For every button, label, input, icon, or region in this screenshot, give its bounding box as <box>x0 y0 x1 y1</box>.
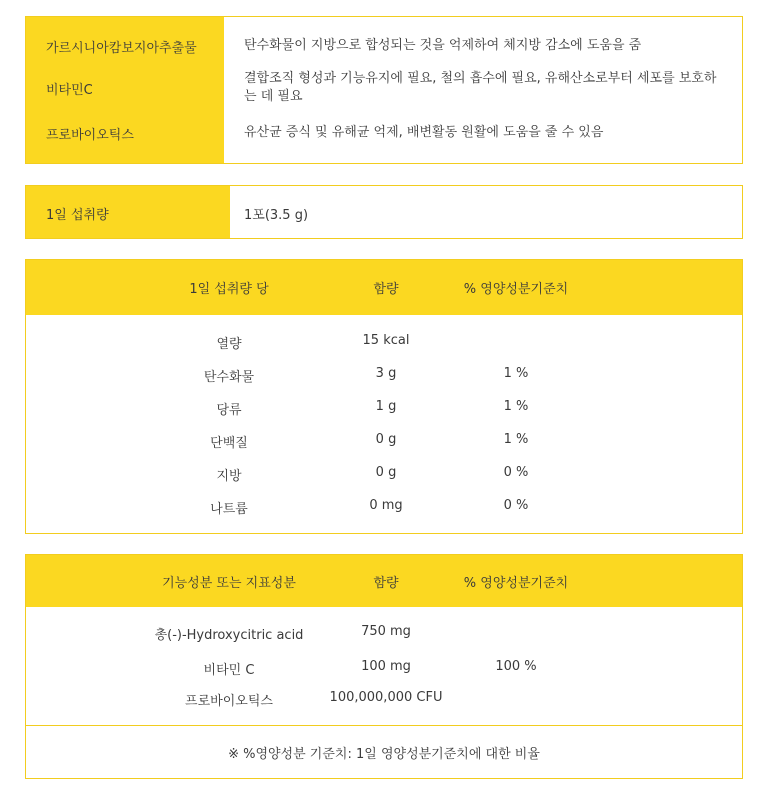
nutrient-name: 열량 <box>216 337 242 352</box>
nutrient-name: 나트륨 <box>210 502 248 517</box>
nutrition-table-header <box>26 260 742 315</box>
serving-table <box>25 185 743 239</box>
nutrient-daily-value: 1 % <box>503 366 529 381</box>
ingredient-function-table <box>25 16 743 164</box>
functional-ingredient-amount: 100 mg <box>361 659 411 674</box>
nutrient-name: 단백질 <box>210 436 248 451</box>
serving-value: 1포(3.5 g) <box>244 208 309 223</box>
header-amount: 함량 <box>373 282 399 297</box>
ingredient-name: 가르시니아캄보지아추출물 <box>46 41 197 56</box>
ingredient-desc: 결합조직 형성과 기능유지에 필요, 철의 흡수에 필요, 유해산소로부터 세포를 보호하는 데 필요 <box>244 71 717 104</box>
nutrient-daily-value: 1 % <box>503 432 529 447</box>
functional-ingredient-table <box>25 554 743 779</box>
ingredient-desc: 탄수화물이 지방으로 합성되는 것을 억제하여 체지방 감소에 도움을 줌 <box>244 38 642 53</box>
nutrient-amount: 3 g <box>375 366 397 381</box>
nutrient-name: 탄수화물 <box>203 370 255 385</box>
nutrient-daily-value: 1 % <box>503 399 529 414</box>
nutrient-amount: 0 mg <box>369 498 403 513</box>
note-divider <box>26 725 742 726</box>
nutrient-amount: 0 g <box>375 465 397 480</box>
nutrient-name: 당류 <box>216 403 242 418</box>
functional-ingredient-amount: 100,000,000 CFU <box>329 690 443 705</box>
nutrient-daily-value: 0 % <box>503 465 529 480</box>
nutrition-table <box>25 259 743 534</box>
nutrient-amount: 1 g <box>375 399 397 414</box>
header-per-serving: 1일 섭취량 당 <box>189 282 269 297</box>
ingredient-name: 비타민C <box>46 83 93 98</box>
ingredient-desc: 유산균 증식 및 유해균 억제, 배변활동 원활에 도움을 줄 수 있음 <box>244 125 604 140</box>
functional-ingredient-name: 총(-)-Hydroxycitric acid <box>154 628 304 643</box>
functional-table-header <box>26 555 742 607</box>
nutrient-name: 지방 <box>216 469 242 484</box>
functional-ingredient-amount: 750 mg <box>361 624 411 639</box>
header-functional-ingredient: 기능성분 또는 지표성분 <box>162 576 296 591</box>
functional-ingredient-daily-value: 100 % <box>495 659 537 674</box>
header-daily-value: % 영양성분기준치 <box>463 282 569 297</box>
nutrient-daily-value: 0 % <box>503 498 529 513</box>
serving-label: 1일 섭취량 <box>46 208 109 223</box>
daily-value-note: ※ %영양성분 기준치: 1일 영양성분기준치에 대한 비율 <box>228 747 540 762</box>
nutrient-amount: 0 g <box>375 432 397 447</box>
functional-ingredient-name: 비타민 C <box>203 663 255 678</box>
header-daily-value: % 영양성분기준치 <box>463 576 569 591</box>
header-amount: 함량 <box>373 576 399 591</box>
nutrient-amount: 15 kcal <box>362 333 410 348</box>
functional-ingredient-name: 프로바이오틱스 <box>185 694 273 709</box>
ingredient-name: 프로바이오틱스 <box>46 128 134 143</box>
